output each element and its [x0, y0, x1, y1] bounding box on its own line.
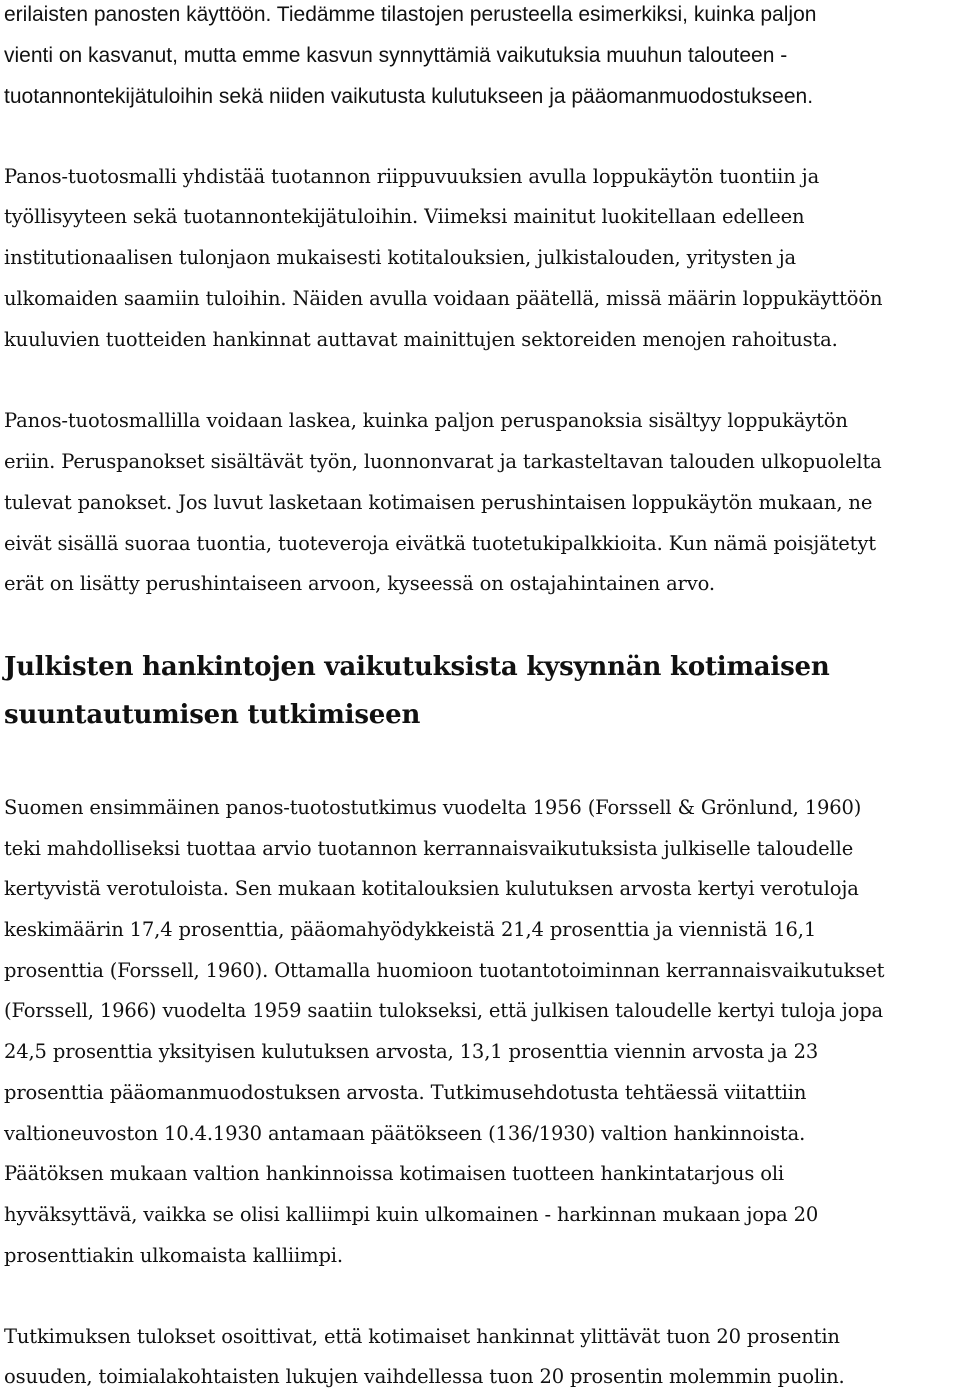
text-line: Päätöksen mukaan valtion hankinnoissa kotimaisen tuotteen hankintatarjous oli	[4, 1162, 784, 1185]
text-line: teki mahdolliseksi tuottaa arvio tuotannon kerrannaisvaikutuksista julkiselle taloudelle	[4, 837, 854, 860]
text-line: institutionaalisen tulonjaon mukaisesti kotitalouksien, julkistalouden, yritysten ja	[4, 246, 797, 269]
text-line: 24,5 prosenttia yksityisen kulutuksen arvosta, 13,1 prosenttia viennin arvosta ja 23	[4, 1040, 819, 1063]
text-line: erät on lisätty perushintaiseen arvoon, kyseessä on ostajahintainen arvo.	[4, 572, 715, 595]
text-line: (Forssell, 1966) vuodelta 1959 saatiin tulokseksi, että julkisen taloudelle kertyi tuloja jopa	[4, 999, 884, 1022]
text-line: työllisyyteen sekä tuotannontekijätuloihin. Viimeksi mainitut luokitellaan edelleen	[4, 205, 805, 228]
text-line: eriin. Peruspanokset sisältävät työn, luonnonvarat ja tarkasteltavan talouden ulkopuolelta	[4, 450, 882, 473]
text-line: kertyvistä verotuloista. Sen mukaan kotitalouksien kulutuksen arvosta kertyi verotuloja	[4, 877, 859, 900]
heading-line: Julkisten hankintojen vaikutuksista kysynnän kotimaisen	[4, 652, 830, 682]
text-line: kuuluvien tuotteiden hankinnat auttavat mainittujen sektoreiden menojen rahoitusta.	[4, 328, 838, 351]
text-line: prosenttia (Forssell, 1960). Ottamalla huomioon tuotantotoiminnan kerrannaisvaikutukset	[4, 959, 885, 982]
text-line: Panos-tuotosmalli yhdistää tuotannon riippuvuuksien avulla loppukäytön tuontiin ja	[4, 165, 820, 188]
text-line: vienti on kasvanut, mutta emme kasvun synnyttämiä vaikutuksia muuhun talouteen -	[4, 44, 788, 67]
text-line: Suomen ensimmäinen panos-tuotostutkimus vuodelta 1956 (Forssell & Grönlund, 1960)	[4, 796, 862, 819]
text-line: hyväksyttävä, vaikka se olisi kalliimpi kuin ulkomainen - harkinnan mukaan jopa 20	[4, 1203, 819, 1226]
text-line: prosenttiakin ulkomaista kalliimpi.	[4, 1244, 343, 1267]
text-line: Tutkimuksen tulokset osoittivat, että kotimaiset hankinnat ylittävät tuon 20 prosentin	[4, 1325, 840, 1348]
text-line: tuotannontekijätuloihin sekä niiden vaikutusta kulutukseen ja pääomanmuodostukseen.	[4, 85, 814, 108]
text-line: eivät sisällä suoraa tuontia, tuoteveroja eivätkä tuotetukipalkkioita. Kun nämä poisjätetyt	[4, 532, 876, 555]
text-line: erilaisten panosten käyttöön. Tiedämme tilastojen perusteella esimerkiksi, kuinka paljon	[4, 3, 817, 26]
text-line: valtioneuvoston 10.4.1930 antamaan päätökseen (136/1930) valtion hankinnoista.	[4, 1122, 806, 1145]
text-line: Panos-tuotosmallilla voidaan laskea, kuinka paljon peruspanoksia sisältyy loppukäytön	[4, 409, 848, 432]
text-line: osuuden, toimialakohtaisten lukujen vaihdellessa tuon 20 prosentin molemmin puolin.	[4, 1365, 845, 1388]
text-line: ulkomaiden saamiin tuloihin. Näiden avulla voidaan päätellä, missä määrin loppukäyttöön	[4, 287, 883, 310]
text-line: tulevat panokset. Jos luvut lasketaan kotimaisen perushintaisen loppukäytön mukaan, ne	[4, 491, 873, 514]
heading-line: suuntautumisen tutkimiseen	[4, 700, 421, 730]
text-line: prosenttia pääomanmuodostuksen arvosta. Tutkimusehdotusta tehtäessä viitattiin	[4, 1081, 807, 1104]
text-line: keskimäärin 17,4 prosenttia, pääomahyödykkeistä 21,4 prosenttia ja viennistä 16,1	[4, 918, 817, 941]
